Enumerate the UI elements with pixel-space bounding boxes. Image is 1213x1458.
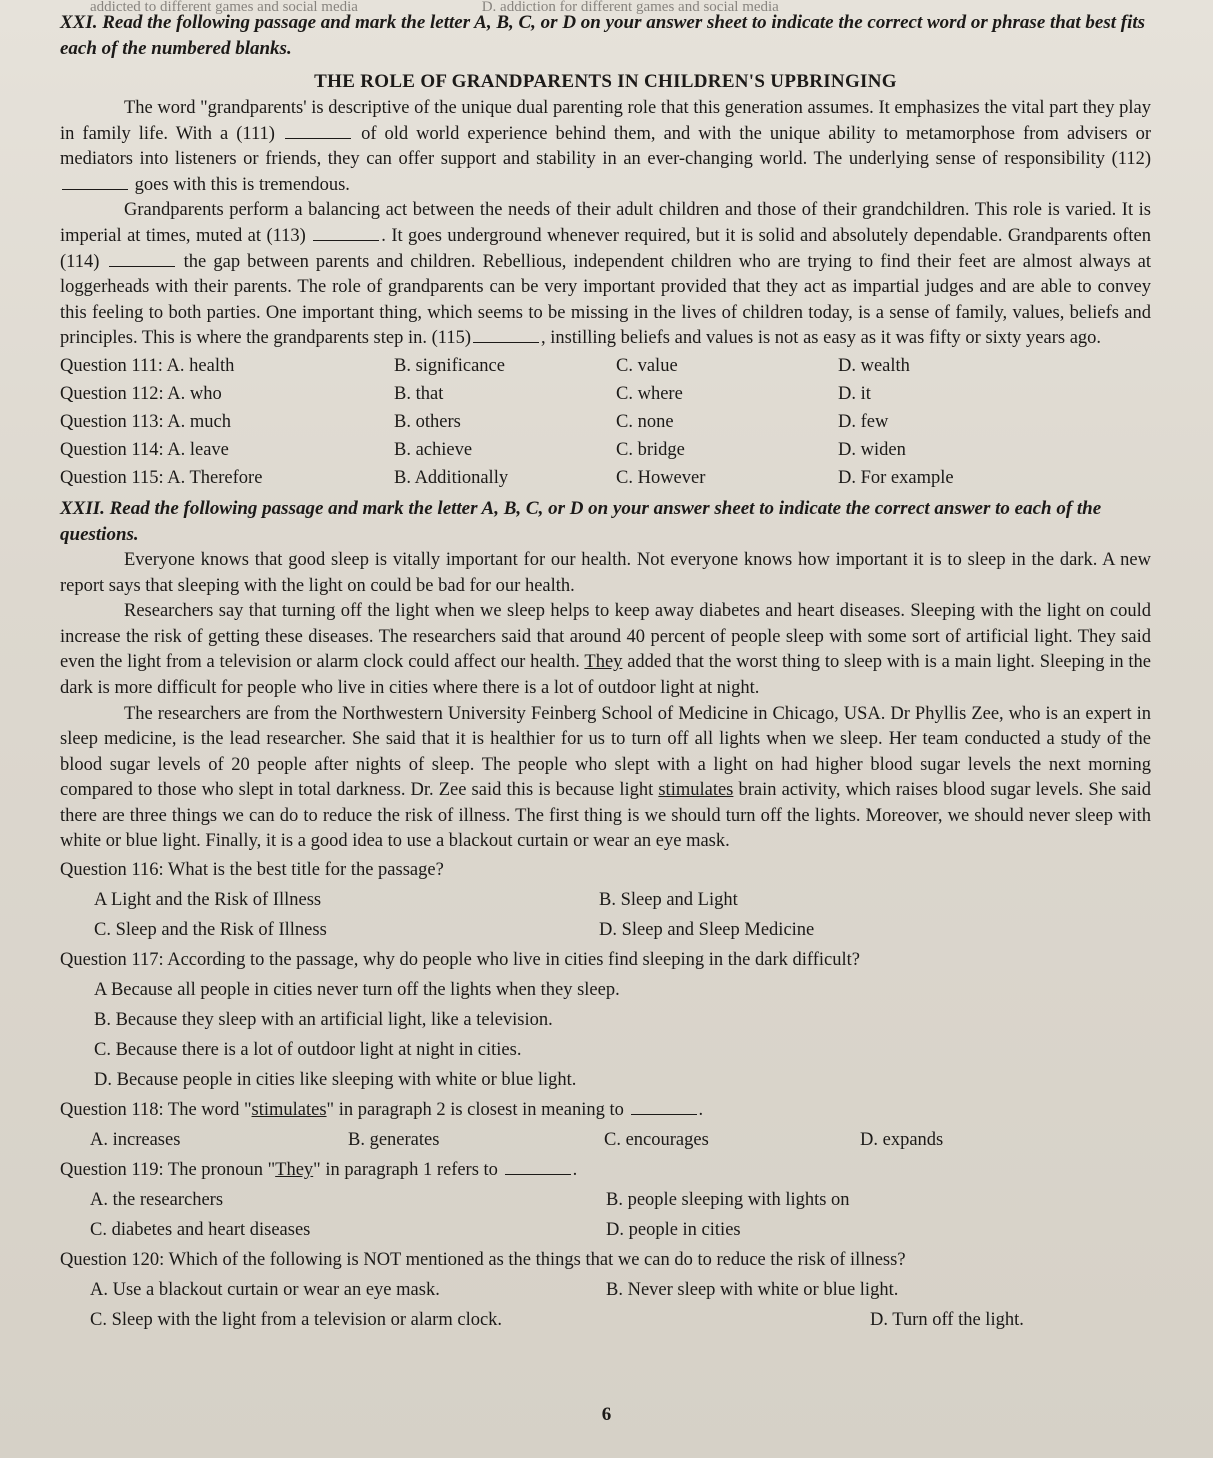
question-120-option-a: A. Use a blackout curtain or wear an eye mask. bbox=[90, 1280, 440, 1301]
question-117-option-c: C. Because there is a lot of outdoor light at night in cities. bbox=[94, 1040, 522, 1061]
p1-text-c: goes with this is tremendous. bbox=[134, 174, 350, 195]
p2-text-a: Grandparents perform a balancing act between the needs of their adult children and those of their grandchildren. This role is varied. It is imperial at times, muted at (113) bbox=[60, 200, 1151, 246]
blank-111 bbox=[285, 124, 351, 139]
underlined-word-stimulates: stimulates bbox=[658, 780, 734, 801]
question-116-options bbox=[60, 885, 1151, 945]
p2-text-d: , instilling beliefs and values is not as easy as it was fifty or sixty years ago. bbox=[541, 328, 1102, 349]
question-117-stem: Question 117: According to the passage, why do people who live in cities find sleeping in the dark difficult? bbox=[60, 950, 860, 971]
p3-text-b: brain activity, which raises blood sugar levels. She said there are three things we can do to reduce the risk of illness. The first thing is we should turn off the lights. Moreover, we should never sleep with white or blue light. Finally, it is a good idea to use a blackout curtain or wear an eye mask. bbox=[60, 780, 1152, 852]
question-117 bbox=[60, 945, 1151, 1095]
question-112-option-a: Question 112: A. who bbox=[60, 383, 222, 404]
question-111-option-c: C. value bbox=[616, 355, 678, 376]
question-116 bbox=[60, 855, 1151, 945]
q118-stem-a: Question 118: The word " bbox=[60, 1100, 252, 1121]
question-120-option-d: D. Turn off the light. bbox=[870, 1310, 1024, 1331]
passage-21-paragraph-1 bbox=[60, 96, 1151, 198]
question-111-option-a: Question 111: A. health bbox=[60, 355, 235, 376]
passage-22-paragraph-1: Everyone knows that good sleep is vitally important for our health. Not everyone knows how important it is to sleep in the dark. A new report says that sleeping with the light on could be bad for our health. bbox=[60, 549, 1151, 596]
question-row bbox=[60, 436, 1151, 464]
question-112-option-c: C. where bbox=[616, 383, 683, 404]
question-116-option-c: C. Sleep and the Risk of Illness bbox=[94, 920, 327, 941]
passage-22-paragraph-2 bbox=[60, 599, 1151, 701]
question-118-option-c: C. encourages bbox=[604, 1130, 709, 1151]
question-118-options bbox=[60, 1125, 1151, 1155]
question-118 bbox=[60, 1095, 1151, 1155]
passage-22-paragraph-3 bbox=[60, 702, 1151, 856]
question-114-option-c: C. bridge bbox=[616, 439, 685, 460]
question-115-option-d: D. For example bbox=[838, 467, 954, 488]
question-114-option-d: D. widen bbox=[838, 439, 906, 460]
question-119-option-a: A. the researchers bbox=[90, 1190, 224, 1211]
p2-text-a: Researchers say that turning off the light when we sleep helps to keep away diabetes and heart diseases. Sleeping with the light on could increase the risk of getting these diseases. The researchers said that around 40 percent of people sleep with some sort of artificial light. They said even the light from a television or alarm clock could affect our health. bbox=[60, 601, 1151, 673]
question-113-option-c: C. none bbox=[616, 411, 674, 432]
p1-text-b: of old world experience behind them, and with the unique ability to metamorphose from advisers or mediators into listeners or friends, they can offer support and stability in an ever-changing world. The underlying sense of responsibility (112) bbox=[60, 123, 1152, 170]
question-111-option-b: B. significance bbox=[394, 355, 505, 376]
question-119-stem: Question 119: The pronoun "They" in paragraph 1 refers to . bbox=[60, 1160, 578, 1181]
question-row bbox=[60, 352, 1151, 380]
question-120-option-b: B. Never sleep with white or blue light. bbox=[606, 1280, 899, 1301]
question-116-option-b: B. Sleep and Light bbox=[599, 890, 738, 911]
q118-stem-word: stimulates bbox=[251, 1100, 327, 1121]
question-120-options bbox=[60, 1275, 1151, 1335]
q119-stem-word: They bbox=[275, 1160, 314, 1181]
question-116-option-a: A Light and the Risk of Illness bbox=[94, 890, 322, 911]
question-120 bbox=[60, 1245, 1151, 1335]
question-117-option-a: A Because all people in cities never turn off the lights when they sleep. bbox=[94, 980, 620, 1001]
cut-off-previous-line bbox=[90, 0, 1173, 14]
cut-text-right: D. addiction for different games and social media bbox=[481, 0, 779, 14]
blank-112 bbox=[62, 175, 128, 190]
question-115-option-c: C. However bbox=[616, 467, 706, 488]
question-117-option-d: D. Because people in cities like sleeping with white or blue light. bbox=[94, 1070, 577, 1091]
blank-115 bbox=[473, 328, 539, 343]
section-22-instruction: XXII. Read the following passage and mark the letter A, B, C, or D on your answer sheet to indicate the correct answer to each of the questions. bbox=[60, 497, 1102, 545]
question-118-option-b: B. generates bbox=[348, 1130, 440, 1151]
question-118-option-a: A. increases bbox=[90, 1130, 181, 1151]
question-119-option-c: C. diabetes and heart diseases bbox=[90, 1220, 311, 1241]
question-112-option-b: B. that bbox=[394, 383, 444, 404]
question-115-option-a: Question 115: A. Therefore bbox=[60, 467, 263, 488]
p2-text-b: . It goes underground whenever required, but it is solid and absolutely dependable. Grandparents often (114) bbox=[60, 225, 1151, 272]
section-21-instruction: XXI. Read the following passage and mark the letter A, B, C, or D on your answer sheet to indicate the correct word or phrase that best fits each of the numbered blanks. bbox=[60, 12, 1146, 59]
question-115-option-b: B. Additionally bbox=[394, 467, 509, 488]
question-114-option-b: B. achieve bbox=[394, 439, 473, 460]
blank-119 bbox=[505, 1160, 571, 1175]
question-119-option-d: D. people in cities bbox=[606, 1220, 741, 1241]
question-112-option-d: D. it bbox=[838, 383, 871, 404]
underlined-word-they: They bbox=[584, 652, 623, 673]
question-120-stem: Question 120: Which of the following is NOT mentioned as the things that we can do to reduce the risk of illness? bbox=[60, 1250, 906, 1271]
p2-text-b: added that the worst thing to sleep with is a main light. Sleeping in the dark is more difficult for people who live in cities where there is a lot of outdoor light at night. bbox=[60, 652, 1152, 698]
question-116-stem: Question 116: What is the best title for the passage? bbox=[60, 860, 444, 881]
question-111-option-d: D. wealth bbox=[838, 355, 910, 376]
passage-21-paragraph-2 bbox=[60, 198, 1151, 352]
p2-text-c: the gap between parents and children. Rebellious, independent children who are trying to find their feet are almost always at loggerheads with their parents. The role of grandparents can be very important provided that they act as impartial judges and are able to convey this feeling to both parties. One important thing, which seems to be missing in the lives of children today, is a sense of family, values, beliefs and principles. This is where the grandparents step in. (115) bbox=[60, 251, 1152, 349]
question-119-option-b: B. people sleeping with lights on bbox=[606, 1190, 850, 1211]
blank-113 bbox=[313, 226, 379, 241]
question-row bbox=[60, 464, 1151, 492]
passage-title: THE ROLE OF GRANDPARENTS IN CHILDREN'S UPBRINGING bbox=[314, 71, 897, 92]
cut-text-left: addicted to different games and social media bbox=[90, 0, 358, 14]
question-119 bbox=[60, 1155, 1151, 1245]
question-row bbox=[60, 408, 1151, 436]
q119-stem-b: " in paragraph 1 refers to bbox=[313, 1160, 498, 1181]
question-116-option-d: D. Sleep and Sleep Medicine bbox=[599, 920, 815, 941]
question-118-stem: Question 118: The word "stimulates" in paragraph 2 is closest in meaning to . bbox=[60, 1100, 704, 1121]
questions-111-115 bbox=[60, 352, 1151, 492]
question-117-option-b: B. Because they sleep with an artificial light, like a television. bbox=[94, 1010, 553, 1031]
blank-118 bbox=[631, 1100, 697, 1115]
p1-text-a: The word "grandparents' is descriptive of the unique dual parenting role that this generation assumes. It emphasizes the vital part they play in family life. With a (111) bbox=[60, 98, 1151, 144]
page-number: 6 bbox=[601, 1404, 612, 1425]
question-113-option-d: D. few bbox=[838, 411, 889, 432]
question-113-option-a: Question 113: A. much bbox=[60, 411, 231, 432]
question-113-option-b: B. others bbox=[394, 411, 461, 432]
p3-text-a: The researchers are from the Northwestern University Feinberg School of Medicine in Chicago, USA. Dr Phyllis Zee, who is an expert in sleep medicine, is the lead researcher. She said that it is healthier for us to turn off all lights when we sleep. Her team conducted a study of the blood sugar levels of 20 people after nights of sleep. The people who slept with a light on had higher blood sugar levels the next morning compared to those who slept in total darkness. Dr. Zee said this is because light bbox=[60, 703, 1151, 801]
question-119-options bbox=[60, 1185, 1151, 1245]
blank-114 bbox=[109, 252, 175, 267]
q119-stem-a: Question 119: The pronoun " bbox=[60, 1160, 276, 1181]
question-118-option-d: D. expands bbox=[860, 1130, 944, 1151]
q118-stem-b: " in paragraph 2 is closest in meaning to bbox=[326, 1100, 624, 1121]
question-114-option-a: Question 114: A. leave bbox=[60, 439, 229, 460]
question-120-option-c: C. Sleep with the light from a television or alarm clock. bbox=[90, 1310, 503, 1331]
question-row bbox=[60, 380, 1151, 408]
